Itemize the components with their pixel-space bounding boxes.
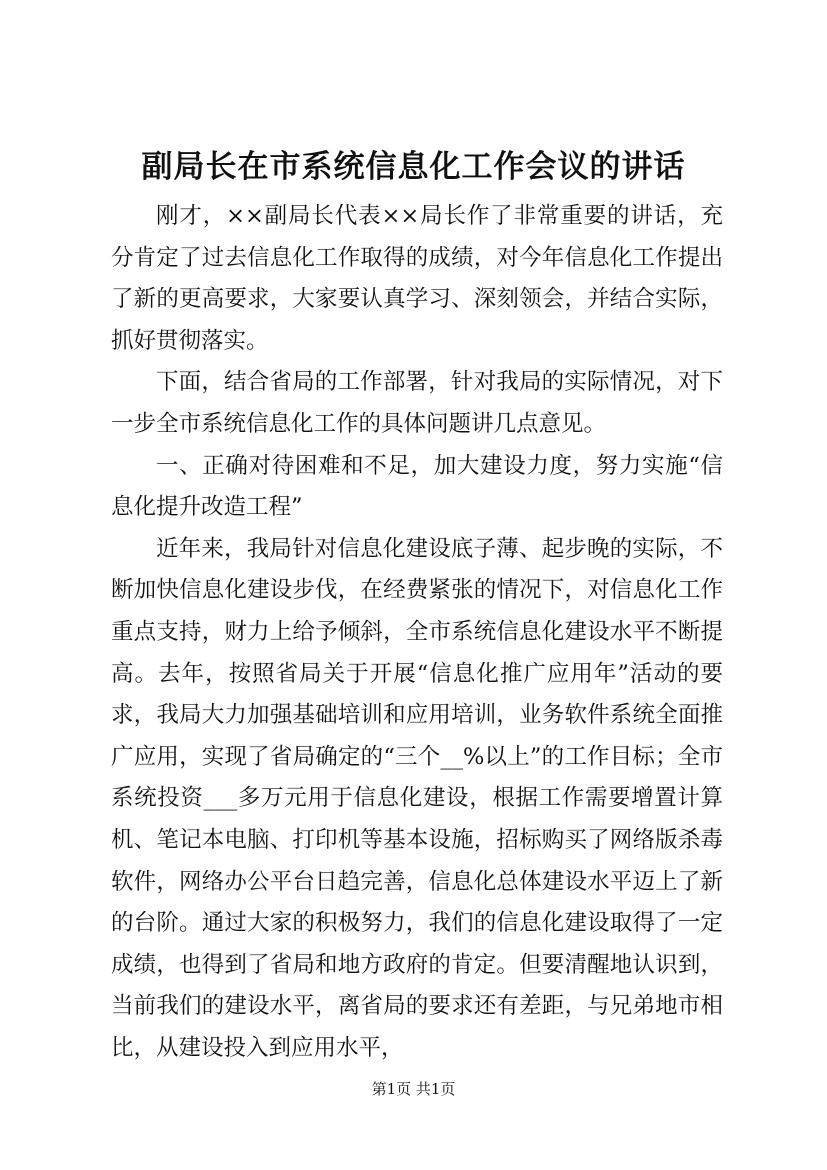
document-title: 副局长在市系统信息化工作会议的讲话 <box>141 149 686 185</box>
page-footer: 第1页 共1页 <box>371 1080 456 1098</box>
document-body <box>111 196 723 1069</box>
paragraph-opening: 刚才，××副局长代表××局长作了非常重要的讲话，充分肯定了过去信息化工作取得的成绩，对今年信息化工作提出了新的更高要求，大家要认真学习、深刻领会，并结合实际，抓好贯彻落实。 <box>111 203 723 354</box>
paragraph-section-1: 近年来，我局针对信息化建设底子薄、起步晚的实际，不断加快信息化建设步伐，在经费紧张的情况下，对信息化工作重点支持，财力上给予倾斜，全市系统信息化建设水平不断提高。去年，按照省局关于开展“信息化推广应用年”活动的要求，我局大力加强基础培训和应用培训，业务软件系统全面推广应用，实现了省局确定的“三个__%以上”的工作目标；全市系统投资___多万元用于信息化建设，根据工作需要增置计算机、笔记本电脑、打印机等基本设施，招标购买了网络版杀毒软件，网络办公平台日趋完善，信息化总体建设水平迈上了新的台阶。通过大家的积极努力，我们的信息化建设取得了一定成绩，也得到了省局和地方政府的肯定。但要清醒地认识到，当前我们的建设水平，离省局的要求还有差距，与兄弟地市相比，从建设投入到应用水平， <box>111 535 723 1061</box>
paragraph-intro: 下面，结合省局的工作部署，针对我局的实际情况，对下一步全市系统信息化工作的具体问题讲几点意见。 <box>111 369 723 437</box>
section-heading-1: 一、正确对待困难和不足，加大建设力度，努力实施“信息化提升改造工程” <box>111 452 723 521</box>
